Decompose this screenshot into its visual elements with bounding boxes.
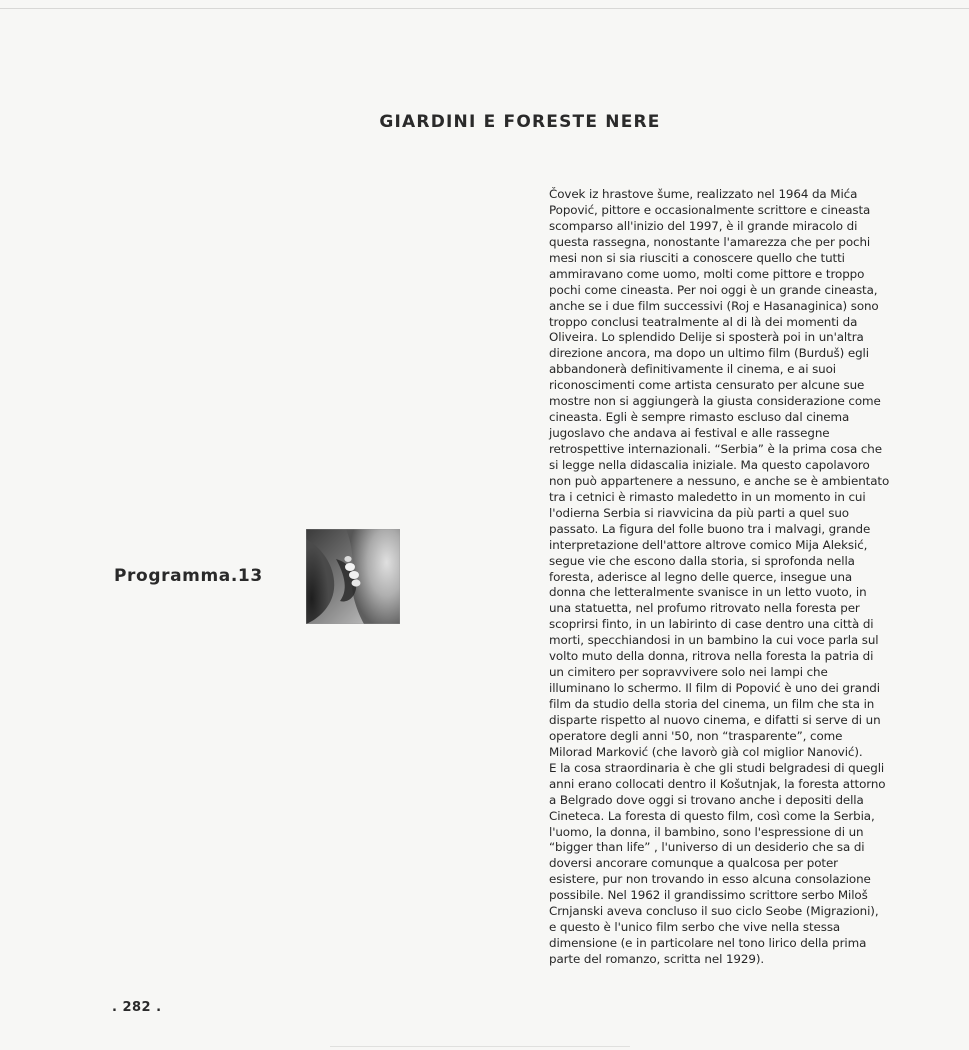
article-line: esistere, pur non trovando in esso alcuna consolazione (549, 872, 871, 887)
article-line: doversi ancorare comunque a qualcosa per poter (549, 856, 838, 871)
article-line: morti, specchiandosi in un bambino la cui voce parla sul (549, 633, 879, 648)
article-line: Milorad Marković (che lavorò già col miglior Nanović). (549, 744, 863, 759)
article-line: riconoscimenti come artista censurato per alcune sue (549, 378, 865, 393)
article-line: illuminano lo schermo. Il film di Popović è uno dei grandi (549, 681, 880, 696)
article-line: tra i cetnici è rimasto maledetto in un momento in cui (549, 489, 866, 504)
top-rule (0, 8, 969, 9)
film-still-photo-icon (306, 529, 400, 624)
page-heading: GIARDINI E FORESTE NERE (379, 112, 661, 132)
section-label: Programma.13 (114, 566, 263, 586)
article-line: Cineteca. La foresta di questo film, così come la Serbia, (549, 808, 875, 823)
article-line: anni erano collocati dentro il Košutnjak, la foresta attorno (549, 776, 886, 791)
article-line: Čovek iz hrastove šume, realizzato nel 1964 da Mića (549, 187, 858, 201)
article-line: dimensione (e in particolare nel tono lirico della prima (549, 936, 867, 951)
article-line: donna che letteralmente svanisce in un letto vuoto, in (549, 585, 867, 600)
article-line: mostre non si aggiungerà la giusta considerazione come (549, 394, 881, 409)
article-line: Crnjanski aveva concluso il suo ciclo Seobe (Migrazioni), (549, 904, 879, 919)
article-line: Popović, pittore e occasionalmente scrittore e cineasta (549, 202, 871, 217)
article-line: segue vie che escono dalla storia, si sprofonda nella (549, 553, 855, 568)
article-line: disparte rispetto al nuovo cinema, e difatti si serve di un (549, 712, 881, 727)
bottom-rule (330, 1046, 630, 1047)
article-line: parte del romanzo, scritta nel 1929). (549, 952, 765, 966)
article-line: foresta, aderisce al legno delle querce, insegue una (549, 569, 853, 584)
article-line: un cimitero per sopravvivere solo nei lampi che (549, 665, 828, 680)
article-line: volto muto della donna, ritrova nella foresta la patria di (549, 649, 874, 664)
article-line: si legge nella didascalia iniziale. Ma questo capolavoro (549, 457, 870, 472)
article-line: e questo è l'unico film serbo che vive nella stessa (549, 920, 841, 935)
article-line: operatore degli anni '50, non “trasparente”, come (549, 728, 843, 743)
article-line: retrospettive internazionali. “Serbia” è la prima cosa che (549, 442, 882, 456)
article-line: a Belgrado dove oggi si trovano anche i depositi della (549, 792, 864, 807)
article-line: possibile. Nel 1962 il grandissimo scrittore serbo Miloš (549, 888, 868, 903)
article-line: l'uomo, la donna, il bambino, sono l'espressione di un (549, 824, 864, 839)
article-line: mesi non si sia riusciti a conoscere quello che tutti (549, 250, 845, 265)
article-line: cineasta. Egli è sempre rimasto escluso dal cinema (549, 410, 850, 425)
article-line: l'odierna Serbia si riavvicina da più parti a quel suo (549, 505, 849, 520)
article-line: troppo conclusi teatralmente al di là dei momenti da (549, 314, 858, 329)
article-line: questa rassegna, nonostante l'amarezza che per pochi (549, 234, 871, 249)
article-body (549, 187, 895, 968)
article-line: passato. La figura del folle buono tra i malvagi, grande (549, 521, 871, 536)
article-line: direzione ancora, ma dopo un ultimo film (Burduš) egli (549, 346, 869, 361)
article-line: E la cosa straordinaria è che gli studi belgradesi di quegli (549, 760, 885, 775)
article-line: una statuetta, nel profumo ritrovato nella foresta per (549, 601, 860, 616)
film-still-photo (306, 529, 400, 624)
article-line: abbandonerà definitivamente il cinema, e ai suoi (549, 362, 836, 377)
page-number: . 282 . (112, 1000, 162, 1015)
article-line: scoprirsi finto, in un labirinto di case dentro una città di (549, 617, 874, 632)
article-line: film da studio della storia del cinema, un film che sta in (549, 697, 875, 711)
article-line: anche se i due film successivi (Roj e Hasanaginica) sono (549, 298, 879, 313)
article-line: interpretazione dell'attore altrove comico Mija Aleksić, (549, 537, 868, 552)
article-line: “bigger than life” , l'universo di un desiderio che sa di (549, 840, 865, 855)
article-line: pochi come cineasta. Per noi oggi è un grande cineasta, (549, 282, 878, 297)
article-line: Oliveira. Lo splendido Delije si sposterà poi in un'altra (549, 330, 864, 345)
article-line: jugoslavo che andava ai festival e alle rassegne (549, 426, 830, 441)
article-line: scomparso all'inizio del 1997, è il grande miracolo di (549, 218, 858, 233)
article-line: non può appartenere a nessuno, e anche se è ambientato (549, 473, 890, 488)
article-line: ammiravano come uomo, molti come pittore e troppo (549, 266, 865, 281)
